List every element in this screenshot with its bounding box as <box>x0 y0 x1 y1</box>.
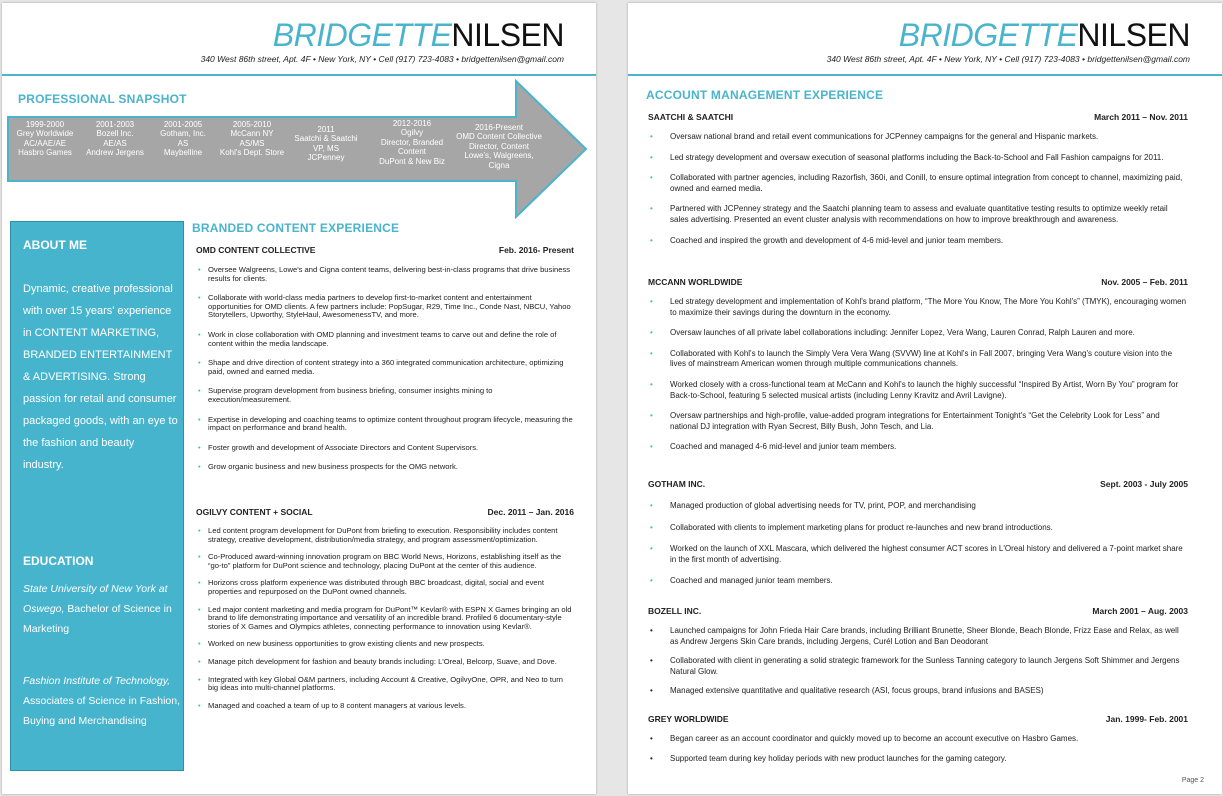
job-bullet: • Led strategy development and oversaw execution of seasonal platforms including the Back-to-School and Fall Fashion campaigns for 2011. <box>650 152 1164 162</box>
timeline-item: 2005-2010 McCann NY AS/MS Kohl's Dept. Store <box>219 120 285 158</box>
job-block <box>648 714 1188 764</box>
job-block <box>196 507 574 710</box>
company-name: BOZELL INC. <box>648 606 702 616</box>
job-bullet: • Grow organic business and new business prospects for the OMG network. <box>198 462 458 472</box>
job-bullet: • Oversee Walgreens, Lowe's and Cigna content teams, delivering best-in-class programs that drive business results for clients. <box>198 265 571 283</box>
job-bullet: • Managed production of global advertising needs for TV, print, POP, and merchandising <box>650 501 976 510</box>
job-dates: Nov. 2005 – Feb. 2011 <box>1101 277 1188 287</box>
job-bullet: • Collaborated with Kohl's to launch the Simply Vera Vera Wang (SVVW) line at Kohl's in Fall 2007, bringing Vera Wang's couture vision into the lives of mainstream American women through multiple communications channels. <box>650 348 1173 369</box>
job-bullet: • Oversaw launches of all private label collaborations including: Jennifer Lopez, Vera Wang, Lauren Conrad, Ralph Lauren and more. <box>650 328 1135 338</box>
job-bullet: • Worked on new business opportunities to grow existing clients and new prospects. <box>198 639 485 649</box>
job-bullet: • Collaborated with partner agencies, including Razorfish, 360i, and Conill, to ensure optimal integration from concept to channel, maximizing paid, owned and earned media. <box>650 173 1183 193</box>
company-name: OGILVY CONTENT + SOCIAL <box>196 507 313 517</box>
job-bullet: • Collaborate with world-class media partners to develop first-to-market content and entertainment opportunities for OMD clients. A few partners include: PopSugar, R29, Time Inc., Conde Nast, NBCU, Yahoo Storytellers, Upworthy, StyleHaul, AwesomenessTV, and more. <box>198 293 571 320</box>
job-bullet: • Worked closely with a cross-functional team at McCann and Kohl's to launch the highly successful “Inspired By Artist, Worn By You” program for Back-to-School, featuring 5 selected musical artists (including Lenny Kravitz and Avril Lavigne). <box>650 379 1179 400</box>
company-name: MCCANN WORLDWIDE <box>648 277 743 287</box>
company-name: GREY WORLDWIDE <box>648 714 729 724</box>
resume-page-1 <box>2 3 596 794</box>
job-dates: Jan. 1999- Feb. 2001 <box>1105 714 1188 724</box>
job-bullet: • Collaborated with client in generating a solid strategic framework for the Sunless Tanning category to launch Jergens Soft Shimmer and Jergens Natural Glow. <box>650 656 1180 676</box>
job-bullet: • Coached and inspired the growth and development of 4-6 mid-level and junior team members. <box>650 235 1004 245</box>
job-block <box>196 245 574 472</box>
job-bullet: • Foster growth and development of Associate Directors and Content Supervisors. <box>198 442 479 452</box>
job-bullet: • Began career as an account coordinator and quickly moved up to become an account executive on Hasbro Games. <box>650 734 1079 743</box>
job-bullet: • Supervise program development from business briefing, consumer insights mining to execution/measurement. <box>198 386 493 404</box>
timeline-item: 2016-Present OMD Content Collective Director, Content Lowe's, Walgreens, Cigna <box>456 123 542 170</box>
job-bullet: • Shape and drive direction of content strategy into a 360 integrated communication architecture, optimizing paid, owned and earned media. <box>198 358 564 376</box>
job-bullet: • Supported team during key holiday periods with new product launches for the gaming category. <box>650 753 1007 763</box>
education-title: EDUCATION <box>23 554 94 568</box>
job-bullet: • Coached and managed 4-6 mid-level and junior team members. <box>650 442 897 452</box>
job-block <box>648 479 1188 587</box>
about-sidebar <box>10 221 184 771</box>
candidate-name: BRIDGETTENILSEN <box>898 17 1190 53</box>
job-bullet: • Managed and coached a team of up to 8 content managers at various levels. <box>198 700 466 710</box>
job-bullet: • Worked on the launch of XXL Mascara, which delivered the highest consumer ACT scores in L'Oreal history and delivered a 7-point market share in the first month of advertising. <box>650 544 1183 564</box>
timeline-item: 2012-2016 Ogilvy Director, Branded Content DuPont & New Biz <box>379 119 445 166</box>
resume-page-2 <box>628 3 1222 794</box>
job-dates: Dec. 2011 – Jan. 2016 <box>487 507 574 517</box>
job-bullet: • Manage pitch development for fashion and beauty brands including: L'Oreal, Belcorp, Suave, and Dove. <box>198 656 557 666</box>
timeline-item: 1999-2000 Grey Worldwide AC/AAE/AE Hasbro Games <box>16 120 74 158</box>
candidate-name: BRIDGETTENILSEN <box>272 17 564 53</box>
job-bullet: • Horizons cross platform experience was distributed through BBC broadcast, digital, social and event properties and repurposed on the DuPont owned channels. <box>198 578 544 596</box>
job-bullet: • Led strategy development and implementation of Kohl's brand platform, “The More You Know, The More You Kohl's” (TMYK), encouraging women to maximize their savings during the downturn in the economy. <box>650 297 1187 317</box>
about-text: Dynamic, creative professional with over 15 years' experience in CONTENT MARKETING, BRANDED ENTERTAINMENT & ADVERTISING. Strong passion for retail and consumer packaged goods, with an eye to the fashion and beauty industry. <box>23 283 178 471</box>
company-name: OMD CONTENT COLLECTIVE <box>196 245 316 255</box>
header-divider <box>628 74 1222 76</box>
job-bullet: • Oversaw partnerships and high-profile, value-added program integrations for Entertainment Tonight's “Get the Celebrity Look for Less” and national DJ integration with Ryan Secrest, Billy Bush, John Tesch, and Lia. <box>650 411 1160 431</box>
company-name: GOTHAM INC. <box>648 479 706 489</box>
account-experience-title: ACCOUNT MANAGEMENT EXPERIENCE <box>646 88 884 102</box>
about-title: ABOUT ME <box>23 238 87 252</box>
job-dates: March 2001 – Aug. 2003 <box>1092 606 1188 616</box>
job-dates: Sept. 2003 - July 2005 <box>1100 479 1188 489</box>
education-entry: Fashion Institute of Technology, Associates of Science in Fashion, Buying and Merchandising <box>23 675 180 727</box>
job-dates: Feb. 2016- Present <box>498 245 574 255</box>
job-dates: March 2011 – Nov. 2011 <box>1094 112 1188 122</box>
timeline-item: 2001-2005 Gotham, Inc. AS Maybelline <box>160 120 206 158</box>
contact-info: 340 West 86th street, Apt. 4F • New York, NY • Cell (917) 723-4083 • bridgettenilsen@gmail.com <box>826 54 1190 64</box>
education-entry: State University of New York at Oswego, Bachelor of Science in Marketing <box>23 583 172 635</box>
job-bullet: • Integrated with key Global O&M partners, including Account & Creative, OgilvyOne, OPR, and Neo to turn big ideas into multi-channel platforms. <box>198 674 563 693</box>
timeline-item: 2001-2003 Bozell Inc. AE/AS Andrew Jergens <box>86 120 144 158</box>
job-bullet: • Oversaw national brand and retail event communications for JCPenney campaigns for the general and Hispanic markets. <box>650 132 1099 141</box>
header-divider <box>2 74 596 76</box>
job-bullet: • Co-Produced award-winning innovation program on BBC World News, Horizons, establishing itself as the “go-to” platform for DuPont science and technology, placing DuPont at the center of this audience. <box>198 552 562 570</box>
job-bullet: • Expertise in developing and coaching teams to optimize content throughout program lifecycle, measuring the impact on performance and brand health. <box>198 414 573 433</box>
job-bullet: • Launched campaigns for John Frieda Hair Care brands, including Brilliant Brunette, Sheer Blonde, Beach Blonde, Frizz Ease and Relax, as well as Andrew Jergens Skin Care brands, including Jergens, Curél Lotion and Ban Deodorant <box>650 626 1179 646</box>
job-block <box>648 277 1188 453</box>
job-bullet: • Managed extensive quantitative and qualitative research (ASI, focus groups, brand infusions and BASES) <box>650 686 1044 696</box>
contact-info: 340 West 86th street, Apt. 4F • New York, NY • Cell (917) 723-4083 • bridgettenilsen@gmail.com <box>200 54 564 64</box>
job-block <box>648 112 1188 246</box>
timeline-item: 2011 Saatchi & Saatchi VP, MS JCPenney <box>294 125 358 163</box>
page-number: Page 2 <box>1181 777 1204 784</box>
job-bullet: • Work in close collaboration with OMD planning and investment teams to carve out and define the role of content within the media landscape. <box>198 329 557 348</box>
job-block <box>648 606 1188 697</box>
branded-title: BRANDED CONTENT EXPERIENCE <box>192 221 400 235</box>
job-bullet: • Partnered with JCPenney strategy and the Saatchi planning team to assess and evaluate quantitative testing results to optimize weekly retail sales advertising. Presented an event cluster analysis with recommendations on how to improve breakthrough and awareness. <box>650 204 1168 224</box>
company-name: SAATCHI & SAATCHI <box>648 112 734 122</box>
snapshot-title: PROFESSIONAL SNAPSHOT <box>18 92 187 106</box>
job-bullet: • Led major content marketing and media program for DuPont™ Kevlar® with ESPN X Games bringing an old brand to life demonstrating importance and versatility of an incredible brand. Profiled 6 documentary-style stories of X Games and Olympics athletes, connecting performance to innovation using Kevlar®. <box>198 604 572 631</box>
job-bullet: • Coached and managed junior team members. <box>650 576 833 586</box>
job-bullet: • Led content program development for DuPont from briefing to execution. Responsibility includes content strategy, creative development, distribution/media strategy, and program assessment/optimization. <box>198 526 558 544</box>
job-bullet: • Collaborated with clients to implement marketing plans for product re-launches and new brand introductions. <box>650 522 1053 532</box>
